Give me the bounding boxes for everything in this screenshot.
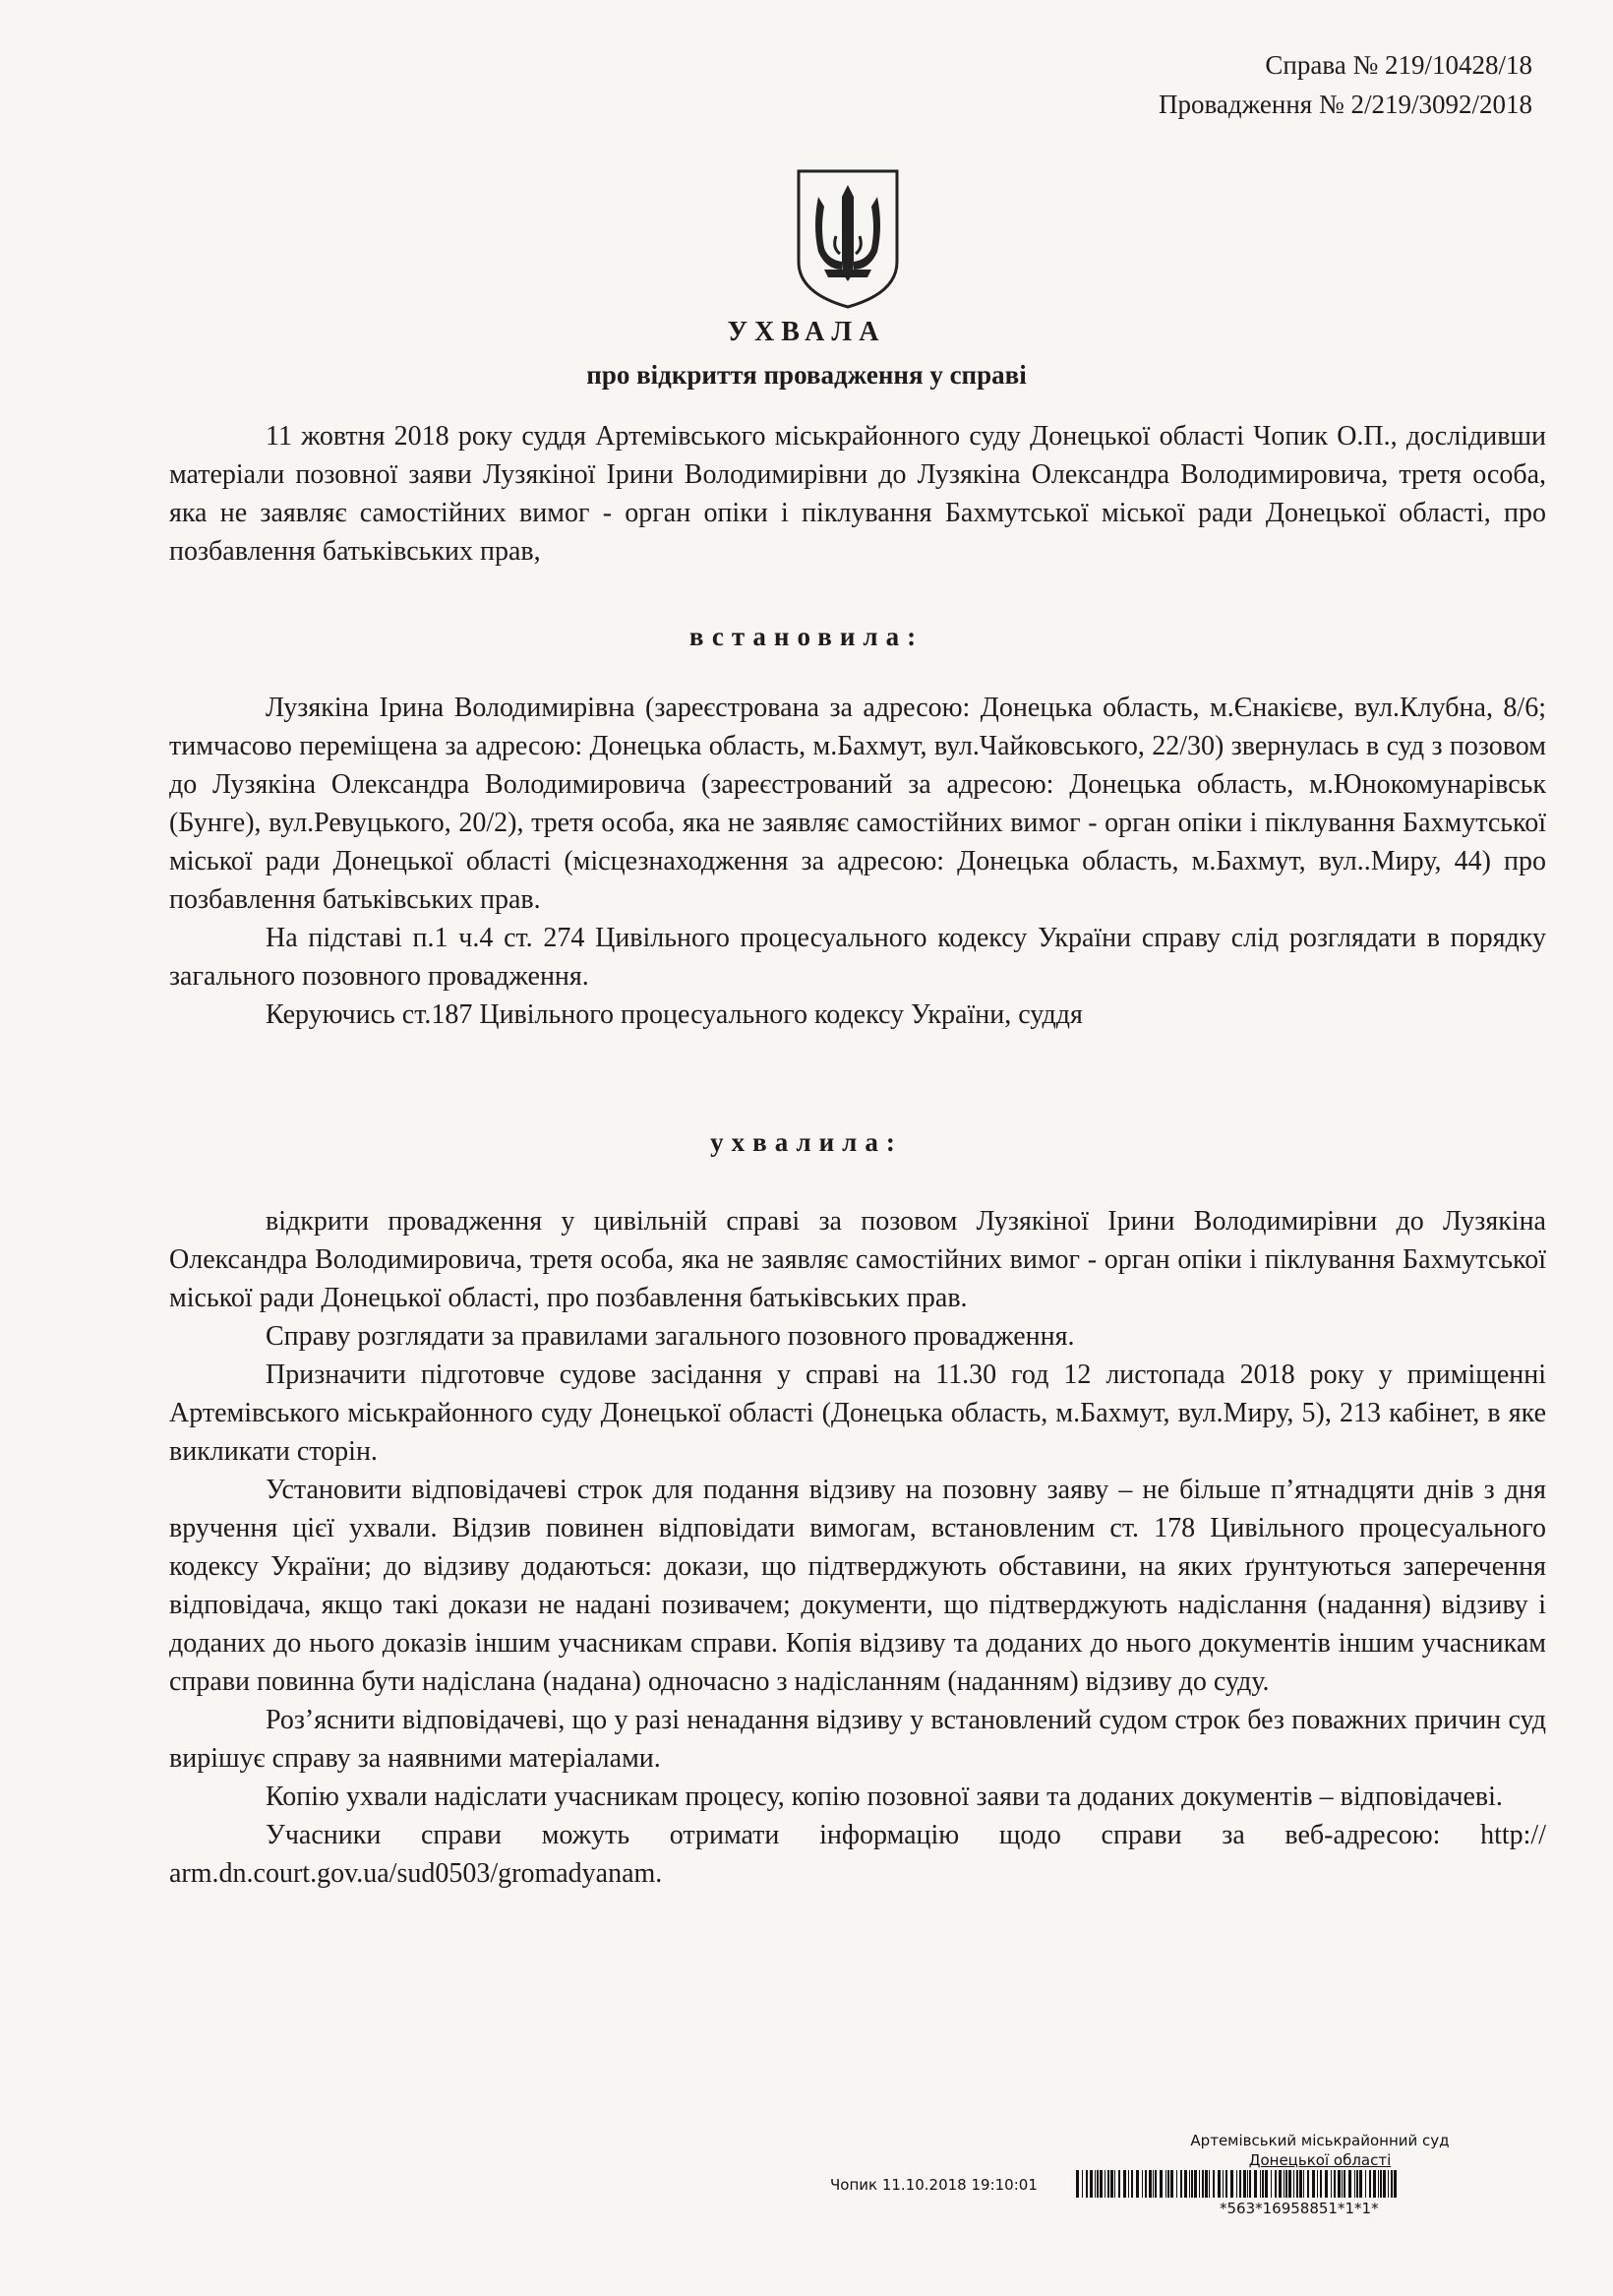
trident-coat-of-arms-icon — [793, 167, 903, 311]
paragraph: Справу розглядати за правилами загального позовного провадження. — [266, 1321, 1075, 1352]
paragraph: Призначити підготовче судове засідання у справі на 11.30 год 12 листопада 2018 року у приміщенні Артемівського міськрайонного суду Донецької області (Донецька область, м.Бахмут, вул.Миру, 5), 213 кабінет, в яке викликати сторін. — [169, 1359, 1546, 1467]
paragraph: Керуючись ст.187 Цивільного процесуального кодексу України, суддя — [266, 999, 1083, 1030]
paragraph: Лузякіна Ірина Володимирівна (зареєстрована за адресою: Донецька область, м.Єнакієве, вул.Клубна, 8/6; тимчасово переміщена за адресою: Донецька область, м.Бахмут, вул.Чайковського, 22/30) звернулась в суд з позовом до Лузякіна Олександра Володимировича (зареєстрований за адресою: Донецька область, м.Юнокомунарівськ (Бунге), вул.Ревуцького, 20/2), третя особа, яка не заявляє самостійних вимог - орган опіки і піклування Бахмутської міської ради Донецької області (місцезнаходження за адресою: Донецька область, м.Бахмут, вул..Миру, 44) про позбавлення батьківських прав. — [169, 693, 1546, 915]
intro-text: 11 жовтня 2018 року суддя Артемівського міськрайонного суду Донецької області Чопик О.П., дослідивши матеріали позовної заяви Лузякіної Ірини Володимирівни до Лузякіна Олександра Володимировича, третя особа, яка не заявляє самостійних вимог - орган опіки і піклування Бахмутської міської ради Донецької області, про позбавлення батьківських прав, — [169, 421, 1546, 567]
paragraph: Роз’яснити відповідачеві, що у разі ненадання відзиву у встановлений судом строк без поважних причин суд вирішує справу за наявними матеріалами. — [169, 1705, 1546, 1774]
court-name-line1: Артемівський міськрайонний суд — [1190, 2132, 1450, 2149]
paragraph: Установити відповідачеві строк для подання відзиву на позовну заяву – не більше п’ятнадцяти днів з дня вручення цієї ухвали. Відзив повинен відповідати вимогам, встановленим ст. 178 Цивільного процесуального кодексу України; до відзиву додаються: докази, що підтверджують обставини, на яких ґрунтуються заперечення відповідача, якщо такі докази не надані позивачем; документи, що підтверджують надіслання (надання) відзиву і доданих до нього доказів іншим учасникам справи. Копія відзиву та доданих до нього документів іншим учасникам справи повинна бути надіслана (надана) одночасно з надісланням (наданням) відзиву до суду. — [169, 1475, 1546, 1697]
paragraph: відкрити провадження у цивільній справі за позовом Лузякіної Ірини Володимирівни до Лузякіна Олександра Володимировича, третя особа, яка не заявляє самостійних вимог - орган опіки і піклування Бахмутської міської ради Донецької області, про позбавлення батьківських прав. — [169, 1206, 1546, 1313]
case-reference — [1159, 45, 1532, 124]
intro-paragraph — [169, 417, 1546, 571]
paragraph: Учасники справи можуть отримати інформацію щодо справи за веб-адресою: http:// arm.dn.court.gov.ua/sud0503/gromadyanam. — [169, 1820, 1546, 1889]
section-heading-established: встановила: — [688, 622, 925, 651]
barcode-number: *563*16958851*1*1* — [1220, 2200, 1379, 2217]
paragraph: На підставі п.1 ч.4 ст. 274 Цивільного процесуального кодексу України справу слід розглядати в порядку загального позовного провадження. — [169, 923, 1546, 992]
signature-stamp: Чопик 11.10.2018 19:10:01 — [830, 2176, 1038, 2194]
case-number: Справа № 219/10428/18 — [1265, 50, 1532, 80]
section-heading-ruled: ухвалила: — [710, 1127, 903, 1157]
court-name-line2: Донецької області — [1248, 2151, 1392, 2169]
proceeding-number: Провадження № 2/219/3092/2018 — [1159, 90, 1532, 119]
court-name-stamp — [1172, 2131, 1467, 2170]
section-established — [169, 689, 1546, 1034]
document-title: УХВАЛА — [727, 317, 886, 347]
document-subtitle: про відкриття провадження у справі — [586, 360, 1027, 390]
barcode-icon — [1076, 2170, 1399, 2198]
section-ruled — [169, 1202, 1546, 1893]
paragraph: Копію ухвали надіслати учасникам процесу, копію позовної заяви та доданих документів – відповідачеві. — [266, 1782, 1503, 1812]
